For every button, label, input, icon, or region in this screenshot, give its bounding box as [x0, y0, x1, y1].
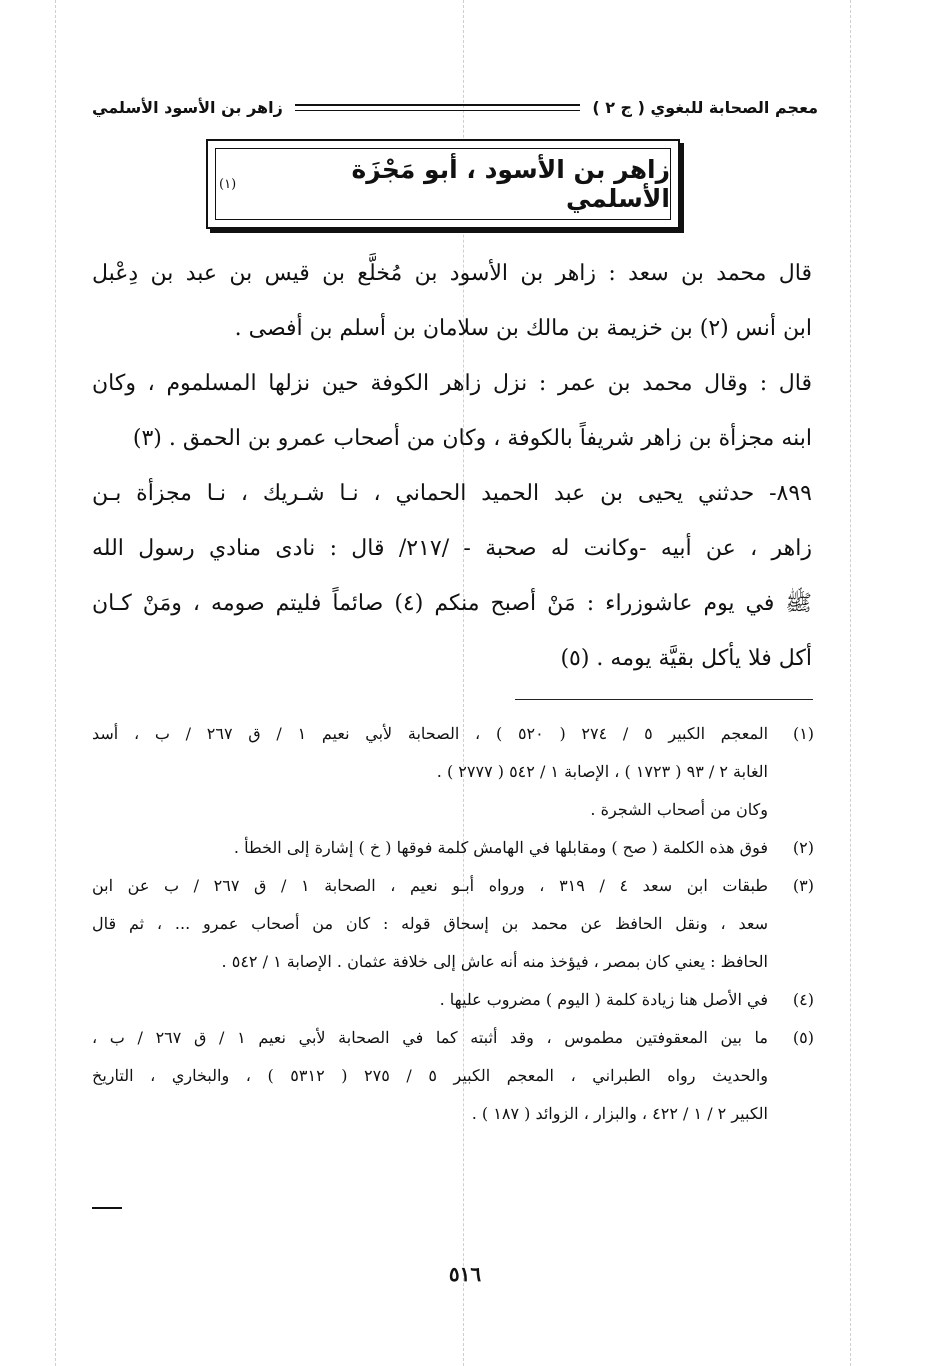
footnote-line [92, 984, 814, 1022]
entry-title-frame [215, 148, 671, 220]
scan-artifact-line [55, 0, 56, 1366]
header-entry-name: زاهر بن الأسود الأسلمي [92, 97, 283, 117]
footnote-number: (٣) [792, 876, 815, 895]
footnote-number: (٤) [792, 990, 814, 1009]
footnote-number: (٢) [792, 838, 814, 857]
text-line: قال محمد بن سعد : زاهر بن الأسود بن مُخلَّع بن قيس بن عبد بن دِعْبل [92, 261, 812, 286]
text-line: قال : وقال محمد بن عمر : نزل زاهر الكوفة حين نزلها المسلموم ، وكان [92, 371, 812, 396]
footnotes [92, 718, 814, 1136]
footnote-number: (١) [792, 724, 815, 743]
text-line: ابنه مجزأة بن زاهر شريفاً بالكوفة ، وكان من أصحاب عمرو بن الحمق . (٣) [132, 426, 812, 451]
text-line: أكل فلا يأكل بقيَّة يومه . (٥) [560, 646, 812, 671]
footnote-separator [515, 699, 813, 700]
text-line: زاهر ، عن أبيه -وكانت له صحبة - /٢١٧/ قال : نادى منادي رسول الله [92, 536, 813, 561]
scan-artifact-line [850, 0, 851, 1366]
footnote-line [92, 1022, 814, 1060]
footnote-line: الحافظ : يعني كان بمصر ، فيؤخذ منه أنه عاش إلى خلافة عثمان . الإصابة ١ / ٥٤٢ . [221, 952, 768, 971]
footnote-line: والحديث رواه الطبراني ، المعجم الكبير ٥ / ٢٧٥ ( ٥٣١٢ ) ، والبخاري ، التاريخ [92, 1066, 768, 1085]
footnote-text: ما بين المعقوفتين مطموس ، وقد أثبته كما في الصحابة لأبي نعيم ١ / ق ٢٦٧ / ب ، [92, 1028, 769, 1047]
footnote-text: طبقات ابن سعد ٤ / ٣١٩ ، ورواه أبـو نعيم ، الصحابة ١ / ق ٢٦٧ / ب عن ابن [92, 876, 769, 895]
footnote-line: وكان من أصحاب الشجرة . [590, 800, 768, 819]
running-header [92, 92, 818, 122]
footnote-number: (٥) [792, 1028, 815, 1047]
footnote-text: المعجم الكبير ٥ / ٢٧٤ ( ٥٢٠ ) ، الصحابة لأبي نعيم ١ / ق ٢٦٧ / ب ، أسد [92, 724, 769, 743]
footnote-line [92, 870, 814, 908]
title-footnote-ref: (١) [219, 176, 237, 192]
footnote-text: في الأصل هنا زيادة كلمة ( اليوم ) مضروب عليها . [439, 990, 768, 1009]
text-line: ٨٩٩- حدثني يحيى بن عبد الحميد الحماني ، نـا شـريك ، نـا مجزأة بـن [92, 481, 812, 506]
entry-title-box [206, 139, 680, 229]
text-line: ابن أنس (٢) بن خزيمة بن مالك بن سلامان بن أسلم بن أفصى . [234, 316, 812, 341]
header-rule [295, 104, 581, 111]
footnote-line: الغابة ٢ / ٩٣ ( ١٧٢٣ ) ، الإصابة ١ / ٥٤٢ ( ٢٧٧٧ ) . [436, 762, 768, 781]
header-book-title: معجم الصحابة للبغوي ( ج ٢ ) [592, 97, 818, 117]
footnote-line [92, 832, 814, 870]
text-line: ﷺ في يوم عاشوزراء : مَنْ أصبح منكم (٤) صائماً فليتم صومه ، ومَنْ كـان [92, 591, 812, 616]
footnote-text: فوق هذه الكلمة ( صح ) ومقابلها في الهامش كلمة فوقها ( خ ) إشارة إلى الخطأ . [233, 838, 768, 857]
end-of-footnotes-mark [92, 1207, 122, 1209]
main-text [92, 252, 812, 692]
footnote-line: سعد ، ونقل الحافظ عن محمد بن إسحاق قوله : كان من أصحاب عمرو ... ، ثم قال [92, 914, 768, 933]
entry-title: زاهر بن الأسود ، أبو مَجْزَة الأسلمي [351, 155, 670, 213]
footnote-line [92, 718, 814, 756]
footnote-line: الكبير ٢ / ١ / ٤٢٢ ، والبزار ، الزوائد ( ١٨٧ ) . [471, 1104, 768, 1123]
page-number: ٥١٦ [448, 1262, 482, 1286]
